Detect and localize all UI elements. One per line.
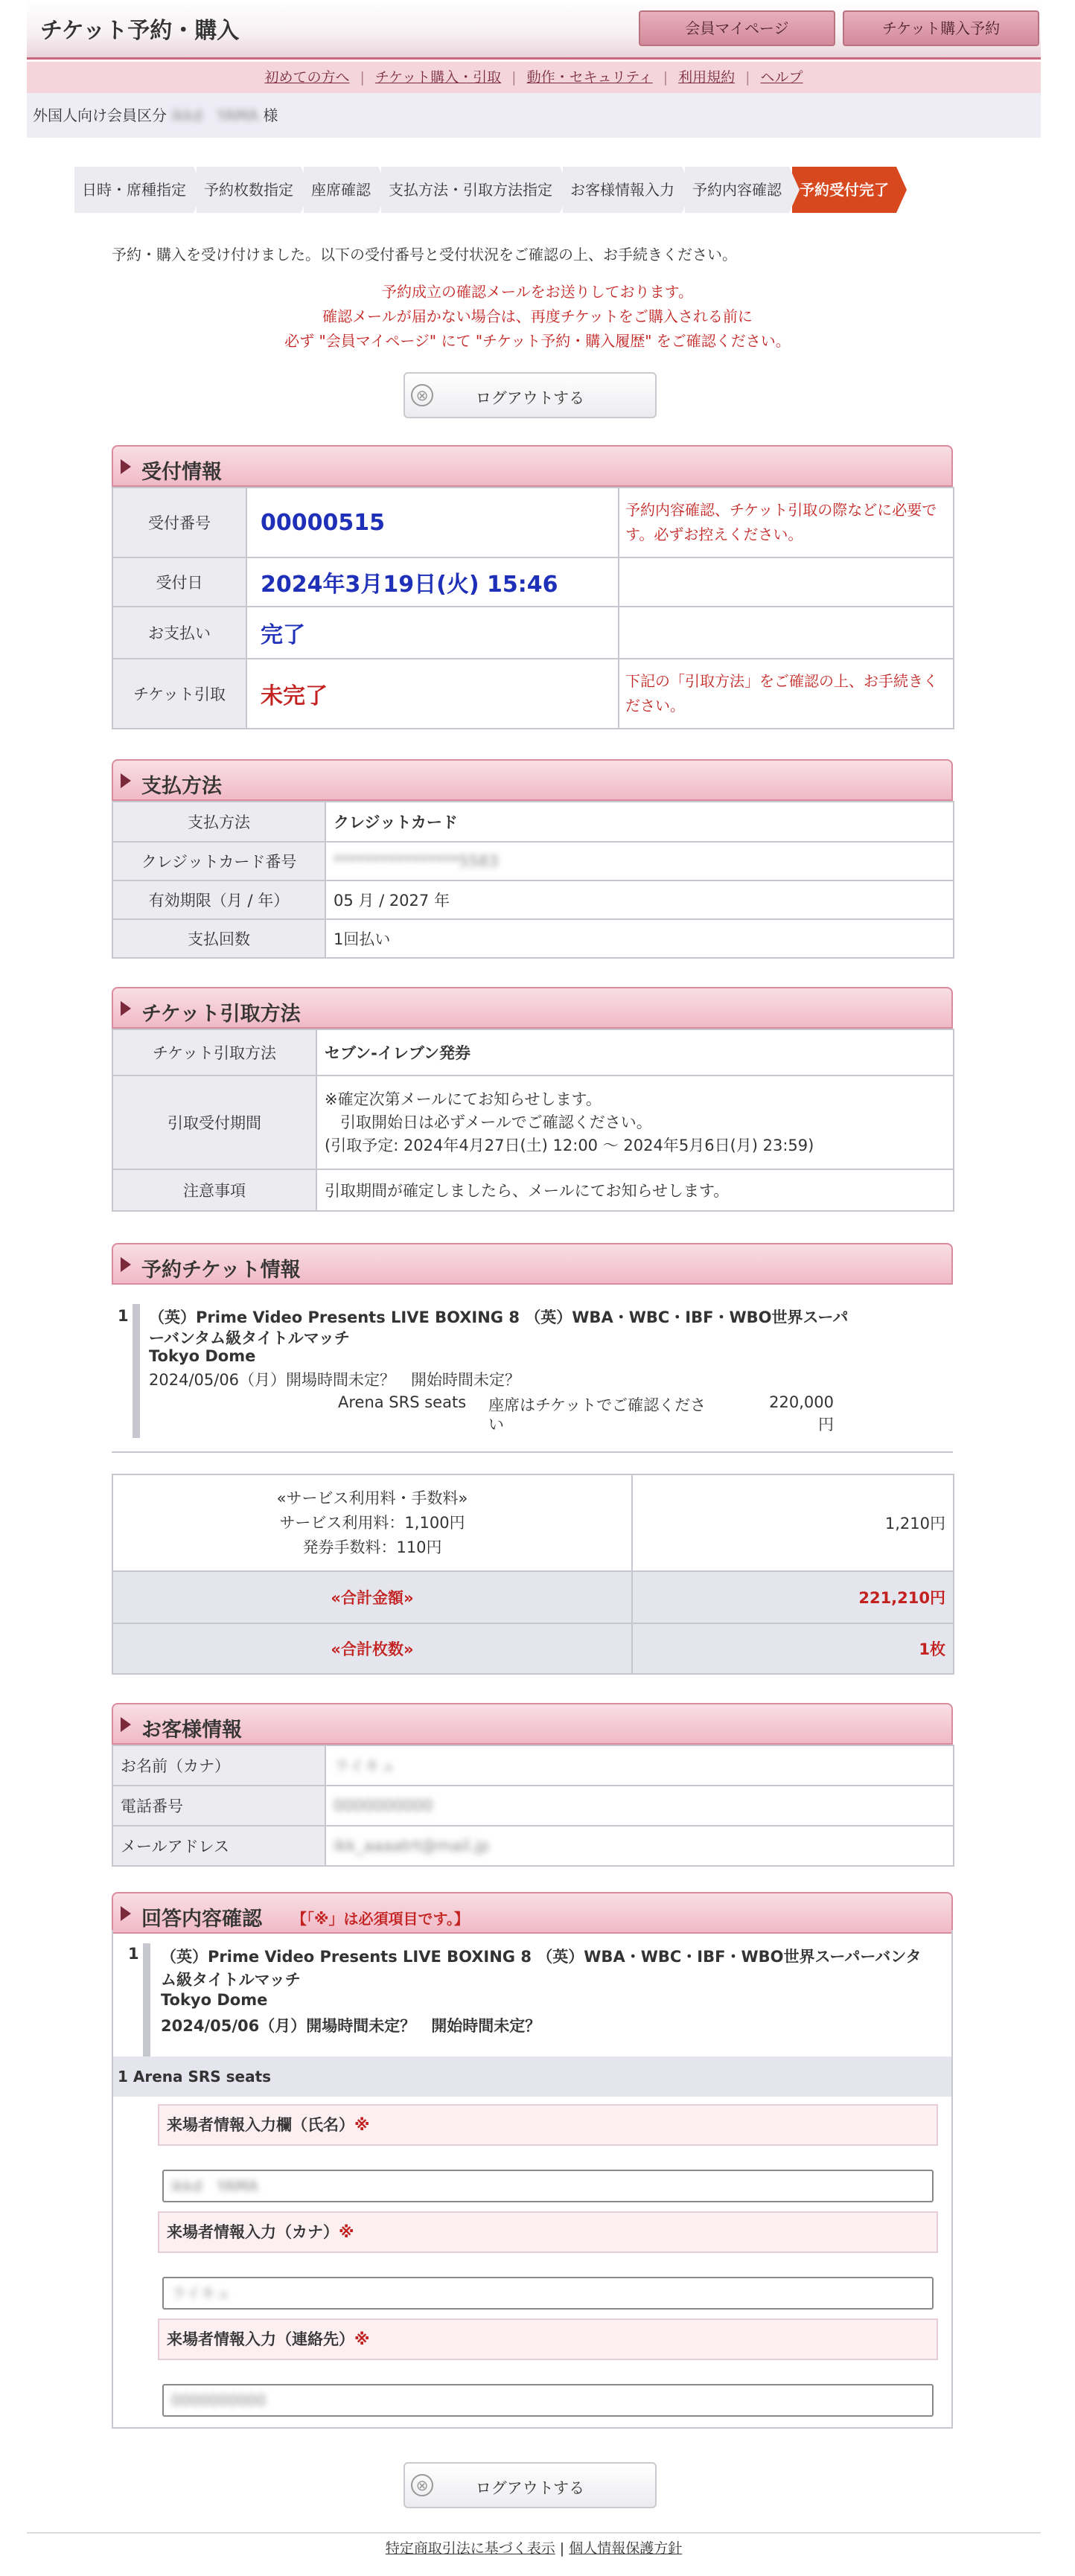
ticket-index: 1	[118, 1307, 129, 1325]
required-note: 【「※」は必須項目です。】	[292, 1910, 469, 1928]
pickup-label: チケット引取方法	[112, 1029, 316, 1076]
nav-purchase[interactable]: チケット購入・引取	[374, 69, 502, 86]
section-title: 受付情報	[141, 461, 222, 484]
table-row	[112, 1623, 954, 1674]
triangle-right-icon	[121, 1906, 131, 1921]
customer-label: メールアドレス	[112, 1826, 325, 1866]
input-value: 0000000000	[171, 2391, 267, 2409]
ticket-section-header	[112, 1243, 953, 1285]
customer-section-header	[112, 1703, 953, 1745]
customer-label: 電話番号	[112, 1786, 325, 1826]
customer-email: ikk_aaaatrt@mail.jp	[334, 1837, 490, 1855]
customer-table	[112, 1745, 954, 1867]
table-row	[112, 1076, 954, 1169]
member-name: ikkd YAMA	[171, 106, 259, 124]
reception-label: お支払い	[112, 607, 246, 659]
required-asterisk: ※	[354, 2116, 370, 2134]
table-row	[112, 659, 954, 729]
table-row	[112, 802, 954, 842]
table-row	[112, 607, 954, 659]
answers-panel	[112, 1930, 953, 2429]
nav-separator: |	[745, 69, 750, 86]
ticket-seat-type: Arena SRS seats	[338, 1393, 467, 1411]
step-confirm: 予約内容確認	[685, 167, 789, 213]
nav-security[interactable]: 動作・セキュリティ	[526, 69, 653, 86]
pickup-caution: 引取期間が確定しましたら、メールにてお知らせします。	[316, 1169, 954, 1211]
nav-help[interactable]: ヘルプ	[760, 69, 803, 86]
nav-terms[interactable]: 利用規約	[678, 69, 736, 86]
email-warning	[112, 280, 963, 354]
close-circle-icon: ⊗	[411, 2474, 433, 2496]
step-customer: お客様情報入力	[563, 167, 682, 213]
reception-number: 00000515	[261, 509, 385, 536]
total-label: «合計金額»	[112, 1571, 632, 1623]
table-row	[112, 842, 954, 880]
answer-datetime: 2024/05/06（月）開場時間未定？ 開始時間未定？	[161, 2017, 541, 2035]
ticket-seat-note: 座席はチケットでご確認くださ	[488, 1396, 706, 1414]
warning-line: 予約成立の確認メールをお送りしております。	[382, 283, 693, 301]
page-title: チケット予約・購入	[40, 18, 240, 44]
period-line: 引取開始日は必ずメールでご確認ください。	[325, 1113, 652, 1131]
installments: 1回払い	[325, 919, 954, 958]
period-note: (引取予定: 2024年4月27日(土) 12:00 ～ 2024年5月6日(月) 23:59)	[325, 1136, 814, 1154]
reception-note: 予約内容確認、チケット引取の際などに必要です。必ずお控えください。	[619, 488, 954, 557]
table-row	[112, 1169, 954, 1211]
step-count: 予約枚数指定	[197, 167, 301, 213]
triangle-right-icon	[121, 1257, 131, 1272]
field-label-text: 来場者情報入力（連絡先）	[167, 2330, 354, 2348]
answer-index: 1	[128, 1945, 139, 1963]
reception-section-header	[112, 445, 953, 487]
field-label-text: 来場者情報入力欄（氏名）	[167, 2116, 354, 2134]
reception-table	[112, 487, 954, 729]
ticket-event: （英）Prime Video Presents LIVE BOXING 8 （英）WBA・WBC・IBF・WBO世界スーパ	[149, 1308, 849, 1326]
input-value: ライキュ	[171, 2284, 231, 2302]
member-label: 外国人向け会員区分	[33, 106, 167, 124]
visitor-contact-input[interactable]	[162, 2384, 934, 2417]
header-bar	[27, 0, 1041, 60]
nav-first-time[interactable]: 初めての方へ	[264, 69, 350, 86]
visitor-kana-input[interactable]	[162, 2277, 934, 2310]
complete-message: 予約・購入を受け付けました。以下の受付番号と受付状況をご確認の上、お手続きください。	[112, 246, 737, 263]
visitor-name-input[interactable]	[162, 2170, 934, 2202]
reception-label: チケット引取	[112, 659, 246, 729]
payment-label: クレジットカード番号	[112, 842, 325, 880]
reception-label: 受付日	[112, 557, 246, 607]
table-row	[112, 880, 954, 919]
answer-bar	[143, 1943, 150, 2056]
nav-separator: |	[360, 69, 365, 86]
member-suffix: 様	[263, 106, 278, 124]
warning-line: 必ず "会員マイページ" にて "チケット予約・購入履歴" をご確認ください。	[284, 332, 791, 350]
fees-title: «サービス利用料・手数料»	[276, 1489, 468, 1507]
table-row	[112, 557, 954, 607]
payment-label: 支払回数	[112, 919, 325, 958]
section-title: チケット引取方法	[141, 1003, 301, 1026]
payment-section-header	[112, 759, 953, 801]
step-datetime: 日時・席種指定	[74, 167, 194, 213]
pickup-method: セブン-イレブン発券	[316, 1029, 954, 1076]
ticket-price-unit: 円	[818, 1416, 834, 1434]
issue-fee: 発券手数料：110円	[302, 1538, 442, 1556]
field-label	[158, 2211, 938, 2253]
period-line: ※確定次第メールにてお知らせします。	[325, 1090, 602, 1108]
count-label: «合計枚数»	[112, 1623, 632, 1674]
table-row	[112, 1029, 954, 1076]
ticket-event: ーバンタム級タイトルマッチ	[149, 1329, 350, 1347]
logout-button-bottom[interactable]	[403, 2462, 657, 2508]
logout-label: ログアウトする	[475, 389, 585, 407]
payment-label: 有効期限（月 / 年）	[112, 880, 325, 919]
ticket-reserve-button[interactable]: チケット購入予約	[843, 10, 1039, 46]
fee-total: 1,210円	[632, 1474, 954, 1571]
field-label-text: 来場者情報入力（カナ）	[167, 2223, 339, 2241]
payment-table	[112, 801, 954, 959]
nav-separator: |	[511, 69, 517, 86]
reception-label: 受付番号	[112, 488, 246, 557]
table-row	[112, 1474, 954, 1571]
payment-label: 支払方法	[112, 802, 325, 842]
close-circle-icon: ⊗	[411, 384, 433, 406]
required-asterisk: ※	[354, 2330, 370, 2348]
ticket-bar	[133, 1304, 140, 1438]
pickup-table	[112, 1029, 954, 1212]
nav-separator: |	[663, 69, 669, 86]
triangle-right-icon	[121, 459, 131, 474]
triangle-right-icon	[121, 1001, 131, 1016]
table-row	[112, 488, 954, 557]
table-row	[112, 1786, 954, 1826]
privacy-policy-link[interactable]: 個人情報保護方針	[569, 2540, 683, 2557]
table-row	[112, 1826, 954, 1866]
payment-method: クレジットカード	[325, 802, 954, 842]
ticket-datetime: 2024/05/06（月）開場時間未定？ 開始時間未定？	[149, 1371, 521, 1389]
mypage-button[interactable]: 会員マイページ	[639, 10, 835, 46]
seat-header: 1 Arena SRS seats	[113, 2056, 951, 2097]
payment-status: 完了	[261, 622, 305, 648]
pickup-label: 注意事項	[112, 1169, 316, 1211]
pickup-label: 引取受付期間	[112, 1076, 316, 1169]
warning-line: 確認メールが届かない場合は、再度チケットをご購入される前に	[322, 307, 753, 325]
step-complete: 予約受付完了	[792, 167, 896, 213]
step-payment: 支払方法・引取方法指定	[381, 167, 560, 213]
customer-phone: 0000000000	[334, 1797, 433, 1815]
answer-event: （英）Prime Video Presents LIVE BOXING 8 （英）WBA・WBC・IBF・WBO世界スーパーバンタ	[161, 1948, 922, 1966]
answer-venue: Tokyo Dome	[161, 1991, 268, 2009]
section-title: 予約チケット情報	[141, 1259, 301, 1282]
table-row	[112, 1745, 954, 1786]
reception-note	[619, 607, 954, 659]
answer-event: ム級タイトルマッチ	[161, 1971, 301, 1989]
logout-button-top[interactable]	[403, 372, 657, 418]
table-row	[112, 1571, 954, 1623]
ticket-info	[112, 1285, 953, 1453]
section-title: 支払方法	[141, 775, 222, 798]
section-title: 回答内容確認	[141, 1908, 262, 1931]
ticket-seat-note: い	[488, 1416, 504, 1434]
member-info	[27, 93, 1041, 138]
progress-steps	[74, 167, 899, 213]
field-label	[158, 2104, 938, 2146]
logout-label: ログアウトする	[475, 2479, 585, 2497]
input-value: ikkd YAMA	[171, 2177, 258, 2195]
table-row	[112, 919, 954, 958]
required-asterisk: ※	[339, 2223, 354, 2241]
total-amount: 221,210円	[632, 1571, 954, 1623]
reception-note	[619, 557, 954, 607]
step-seat: 座席確認	[304, 167, 378, 213]
reception-note: 下記の「引取方法」をご確認の上、お手続きください。	[619, 659, 954, 729]
footer	[27, 2532, 1041, 2562]
fees-detail	[112, 1474, 632, 1571]
ticket-count: 1枚	[632, 1623, 954, 1674]
service-fee: サービス利用料：1,100円	[279, 1513, 465, 1532]
triangle-right-icon	[121, 1717, 131, 1732]
section-title: お客様情報	[141, 1719, 242, 1742]
pickup-status: 未完了	[261, 683, 328, 709]
pickup-section-header	[112, 987, 953, 1029]
footer-separator: |	[559, 2540, 565, 2557]
legal-notice-link[interactable]: 特定商取引法に基づく表示	[385, 2540, 555, 2557]
ticket-price: 220,000	[769, 1393, 834, 1411]
customer-name: ライキュ	[334, 1757, 396, 1775]
customer-label: お名前（カナ）	[112, 1745, 325, 1786]
answers-section-header	[112, 1892, 953, 1934]
sub-navigation	[27, 62, 1041, 93]
fees-table	[112, 1474, 954, 1675]
triangle-right-icon	[121, 773, 131, 788]
card-number: ****************5583	[334, 852, 499, 870]
ticket-venue: Tokyo Dome	[149, 1347, 256, 1365]
pickup-period	[316, 1076, 954, 1169]
field-label	[158, 2318, 938, 2360]
card-expiry: 05 月 / 2027 年	[325, 880, 954, 919]
reception-date: 2024年3月19日(火) 15:46	[261, 572, 558, 598]
